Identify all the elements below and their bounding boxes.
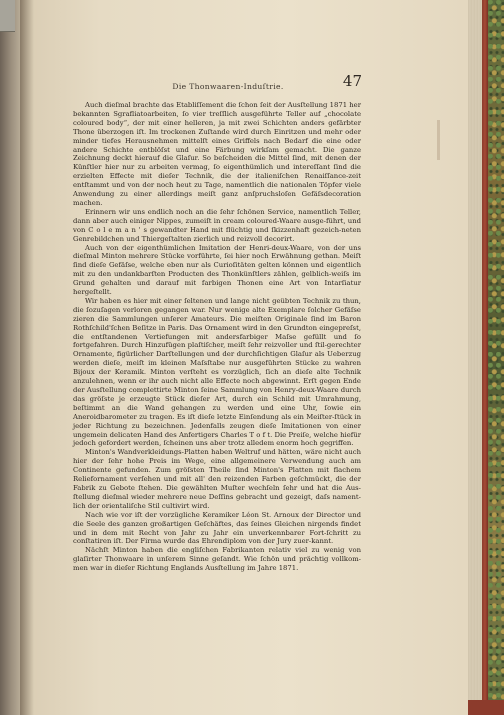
cover-corner <box>468 700 504 715</box>
facing-page-edge <box>0 0 20 715</box>
paragraph: Auch dieſmal brachte das Etabliſſement die ſchon ſeit der Ausſtellung 1871 her bekannten Sgrafliatoarbeiten, ſo vier treſſlich ausgeführte Teller auf „chocolate coloured body“, der mit einer helleren, ja mit zwei Schichten anders gefärbter Thone überzogen iſt. Im trockenen Zuſtande wird durch Einritzen und mehr oder minder tiefes Herausnehmen mittelſt eines Griffels nach Bedarf die eine oder andere Schichte entblöſst und eine Färbung wirkſam gemacht. Die ganze Zeichnung deckt hierauf die Glaſur. So beſcheiden die Mittel ſind, mit denen der Künſtler hier nur zu arbeiten vermag, ſo eigenthümlich und intereſſant ſind die erzielten Effecte mit dieſer Technik, die der italieniſchen Renaiſſance-zeit entſtammt und von der noch heut zu Tage, namentlich die nationalen Töpfer viele Anwendung zu einer allerdings meiſt ganz anſpruchsloſen Gefäſsdecoration machen. <box>73 101 361 207</box>
page-block-edges <box>468 0 482 715</box>
marbled-cover <box>488 0 504 715</box>
paragraph: Wir haben es hier mit einer ſeltenen und lange nicht geübten Technik zu thun, die ſozuſagen verloren gegangen war. Nur wenige alte Exemplare ſolcher Gefäſse zieren die Sammlungen unſerer Amateurs. Die meiſten Originale ſind im Baron Rothſchild'ſchen Beſitze in Paris. Das Ornament wird in den Grundton eingepreſst, die entſtandenen Vertiefungen mit andersfarbiger Maſse gefüllt und ſo fortgefahren. Durch Hinzufügen plaſtiſcher, meiſt ſehr reizvoller und ſtil-gerechter Ornamente, figürlicher Darſtellungen und der durchſichtigen Glaſur als Ueberzug werden dieſe, meiſt im kleinen Maſsſtabe nur ausgeführten Stücke zu wahren Bijoux der Keramik. Minton verſteht es vorzüglich, ſich an dieſe alte Technik anzulehnen, wenn er ihr auch nicht alle Effecte noch abgewinnt. Erſt gegen Ende der Ausſtellung complettirte Minton ſeine Sammlung von Henry-deux-Waare durch das gröſste je erzeugte Stück dieſer Art, durch ein Schild mit Umrahmung, beſtimmt an die Wand gehangen zu werden und eine Uhr, ſowie ein Aneroidbarometer zu tragen. Es iſt dieſe letzte Einſendung als ein Meiſter-ſtück in jeder Richtung zu bezeichnen. Jedenfalls zeugen dieſe Imitationen von einer ungemein delicaten Hand des Anfertigers Charles T o f t. Die Preiſe, welche hiefür jedoch gefordert werden, ſcheinen uns aber trotz alledem enorm hoch gegriffen. <box>73 296 361 448</box>
paragraph: Erinnern wir uns endlich noch an die ſehr ſchönen Service, namentlich Teller, dann aber auch einiger Nippes, zumeiſt in cream coloured-Waare ausge-führt, und von C o l e m a n ' s gewandter Hand mit flüchtig und ſkizzenhaft gezeich-neten Genrebildchen und Thiergeſtalten zierlich und reizvoll decorirt. <box>73 207 361 243</box>
paragraph: Nächſt Minton haben die engliſchen Fabrikanten relativ viel zu wenig von glaſirter Thonwaare in unſerem Sinne geſandt. Wie ſchön und prächtig vollkom-men war in dieſer Richtung Englands Ausſtellung im Jahre 1871. <box>73 546 361 573</box>
paragraph: Auch von der eigenthümlichen Imitation der Henri-deux-Waare, von der uns dieſmal Minton mehrere Stücke vorführte, ſei hier noch Erwähnung gethan. Meiſt ſind dieſe Gefäſse, welche eben nur als Curioſitäten gelten können und eigentlich mit zu den undankbarſten Producten des Thonkünſtlers zählen, gelblich-weiſs im Grund gehalten und darauf mit farbigen Thonen eine Art von Intarſiatur hergeſtellt. <box>73 243 361 297</box>
body-text <box>73 101 361 573</box>
paper-stain <box>437 120 440 160</box>
running-head: Die Thonwaaren-Induſtrie. <box>172 82 284 91</box>
page-tab <box>0 0 15 32</box>
paragraph: Nach wie vor iſt der vorzügliche Keramiker Léon St. Arnoux der Director und die Seele des ganzen großartigen Geſchäftes, das ſeines Gleichen nirgends findet und in dem mit Recht von Jahr zu Jahr ein unverkennbarer Fort-ſchritt zu conſtatiren iſt. Der Firma wurde das Ehrendiplom von der Jury zuer-kannt. <box>73 510 361 546</box>
gutter-shadow <box>20 0 34 715</box>
page-number: 47 <box>342 72 362 90</box>
paragraph: Minton's Wandverkleidungs-Platten haben Weltruf und hätten, wäre nicht auch hier der ſehr hohe Preis im Wege, eine allgemeinere Verwendung auch am Continente gefunden. Zum gröſsten Theile ſind Minton's Platten mit flachem Reliefornament verſehen und mit all' den reizenden Farben geſchmückt, die der Fabrik zu Gebote ſtehen. Die gewählten Muſter wechſeln ſehr und hat die Aus-ſtellung dieſmal wieder mehrere neue Deſſins gebracht und gezeigt, daſs nament-lich der orientaliſche Stil cultivirt wird. <box>73 448 361 510</box>
